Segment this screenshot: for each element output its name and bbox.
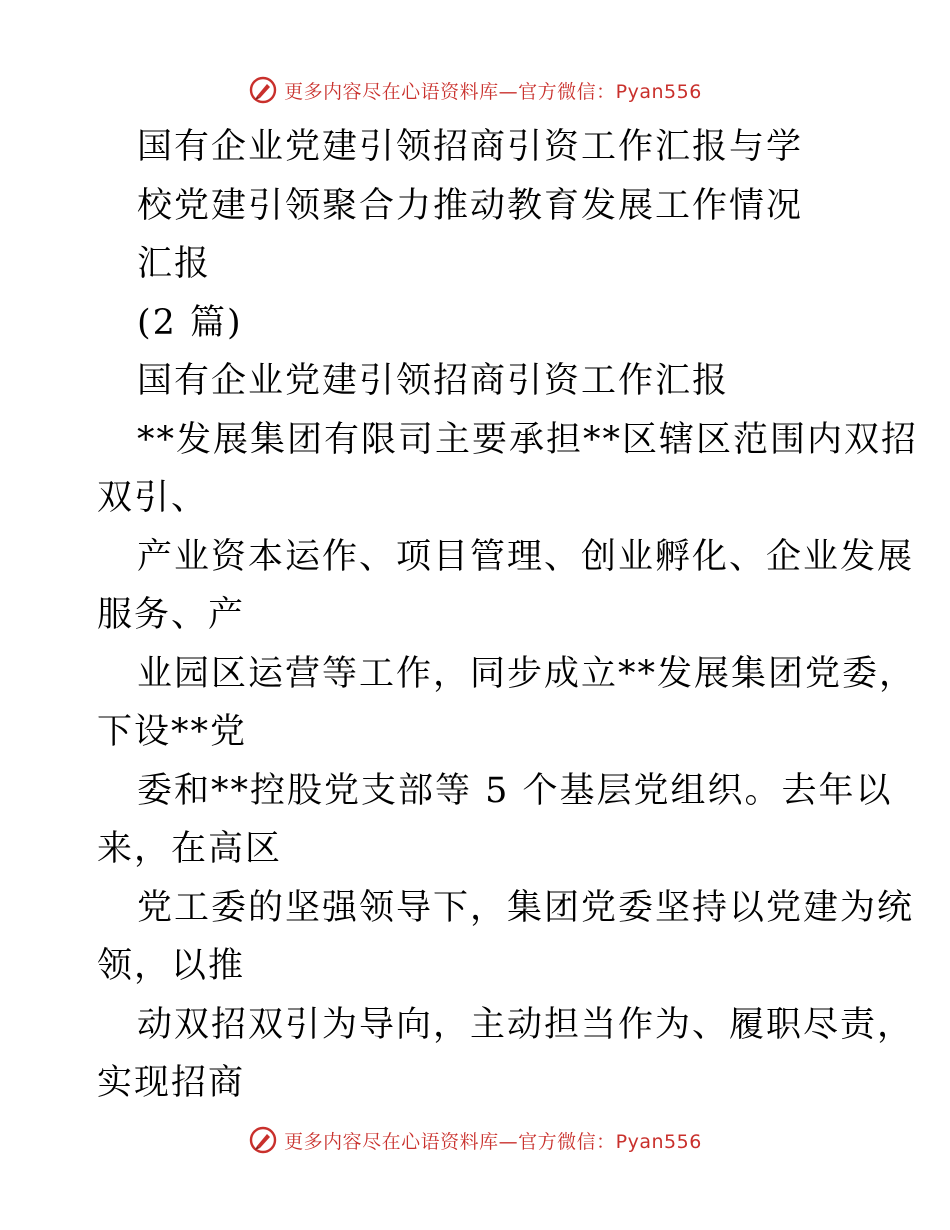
body-line: **发展集团有限司主要承担**区辖区范围内双招	[137, 419, 919, 460]
body-line: 业园区运营等工作，同步成立**发展集团党委，	[137, 653, 917, 694]
title-count: (2 篇)	[137, 302, 243, 343]
watermark-banner-top	[0, 72, 950, 108]
body-line: 党工委的坚强领导下，集团党委坚持以党建为统	[137, 887, 915, 928]
watermark-banner-bottom	[0, 1122, 950, 1158]
body-line: 来，在高区	[97, 829, 283, 869]
document-body	[97, 118, 919, 1113]
pen-logo-icon	[248, 75, 278, 105]
body-line: 服务、产	[97, 595, 246, 635]
title-line: 国有企业党建引领招商引资工作汇报与学	[137, 127, 804, 167]
watermark-text: 更多内容尽在心语资料库—官方微信：Pyan556	[284, 1130, 702, 1153]
pen-logo-icon	[248, 1125, 278, 1155]
body-line: 委和**控股党支部等 5 个基层党组织。去年以	[137, 770, 893, 811]
body-line: 实现招商	[97, 1063, 246, 1103]
title-line: 汇报	[137, 244, 212, 284]
section-heading: 国有企业党建引领招商引资工作汇报	[137, 361, 730, 401]
body-line: 动双招双引为导向，主动担当作为、履职尽责，	[137, 1004, 915, 1045]
title-line: 校党建引领聚合力推动教育发展工作情况	[137, 185, 804, 226]
body-line: 下设**党	[97, 712, 248, 752]
body-line: 产业资本运作、项目管理、创业孵化、企业发展	[137, 536, 915, 577]
watermark-text: 更多内容尽在心语资料库—官方微信：Pyan556	[284, 80, 702, 103]
body-line: 领，以推	[97, 946, 246, 986]
body-line: 双引、	[97, 478, 209, 518]
